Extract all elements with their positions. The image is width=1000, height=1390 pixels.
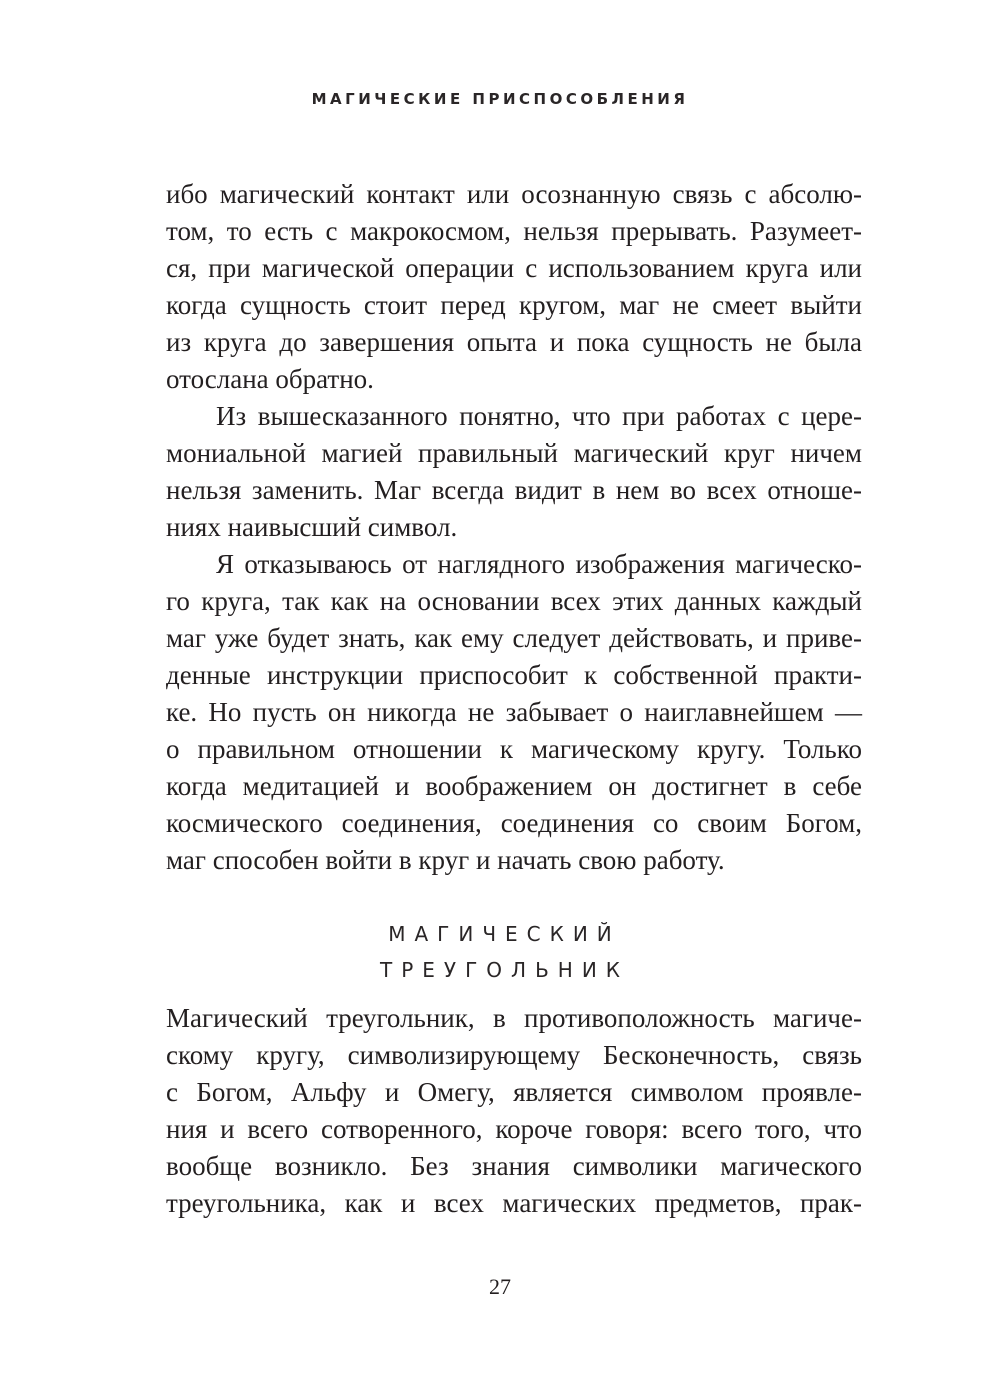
text-line: денные инструкции приспособит к собственной практи- — [166, 660, 862, 690]
text-line: космического соединения, соединения со своим Богом, — [166, 808, 862, 838]
text-line: Магический треугольник, в противоположность магиче- — [166, 1003, 862, 1033]
section-heading-line-2: ТРЕУГОЛЬНИК — [380, 958, 629, 982]
text-line: вообще возникло. Без знания символики магического — [166, 1151, 862, 1181]
text-line: скому кругу, символизирующему Бесконечность, связь — [166, 1040, 862, 1070]
text-line: отослана обратно. — [166, 364, 374, 394]
text-line: треугольника, как и всех магических предметов, прак- — [166, 1188, 862, 1218]
text-line: о правильном отношении к магическому кругу. Только — [166, 734, 862, 764]
text-line: когда медитацией и воображением он достигнет в себе — [166, 771, 862, 801]
text-line: ся, при магической операции с использованием круга или — [166, 253, 862, 283]
text-line: из круга до завершения опыта и пока сущность не была — [166, 327, 862, 357]
running-head: МАГИЧЕСКИЕ ПРИСПОСОБЛЕНИЯ — [311, 90, 689, 108]
text-line: маг уже будет знать, как ему следует действовать, и приве- — [166, 623, 862, 653]
text-line: ибо магический контакт или осознанную связь с абсолю- — [166, 179, 862, 209]
text-line: с Богом, Альфу и Омегу, является символом проявле- — [166, 1077, 862, 1107]
text-line: мониальной магией правильный магический круг ничем — [166, 438, 862, 468]
body-text-bottom — [166, 1000, 862, 1222]
text-line: ния и всего сотворенного, короче говоря: всего того, что — [166, 1114, 862, 1144]
text-line: Я отказываюсь от наглядного изображения магическо- — [216, 549, 862, 579]
body-text-top — [166, 176, 862, 879]
page-number: 27 — [489, 1274, 511, 1299]
section-heading — [0, 916, 1000, 988]
text-line: маг способен войти в круг и начать свою работу. — [166, 845, 725, 875]
text-line: ке. Но пусть он никогда не забывает о наиглавнейшем — — [166, 697, 862, 727]
text-line: когда сущность стоит перед кругом, маг не смеет выйти — [166, 290, 862, 320]
text-line: том, то есть с макрокосмом, нельзя прерывать. Разумеет- — [166, 216, 862, 246]
text-line: го круга, так как на основании всех этих данных каждый — [166, 586, 862, 616]
section-heading-line-1: МАГИЧЕСКИЙ — [388, 922, 621, 946]
text-line: Из вышесказанного понятно, что при работах с цере- — [216, 401, 862, 431]
text-line: нельзя заменить. Маг всегда видит в нем во всех отноше- — [166, 475, 862, 505]
text-line: ниях наивысший символ. — [166, 512, 458, 542]
